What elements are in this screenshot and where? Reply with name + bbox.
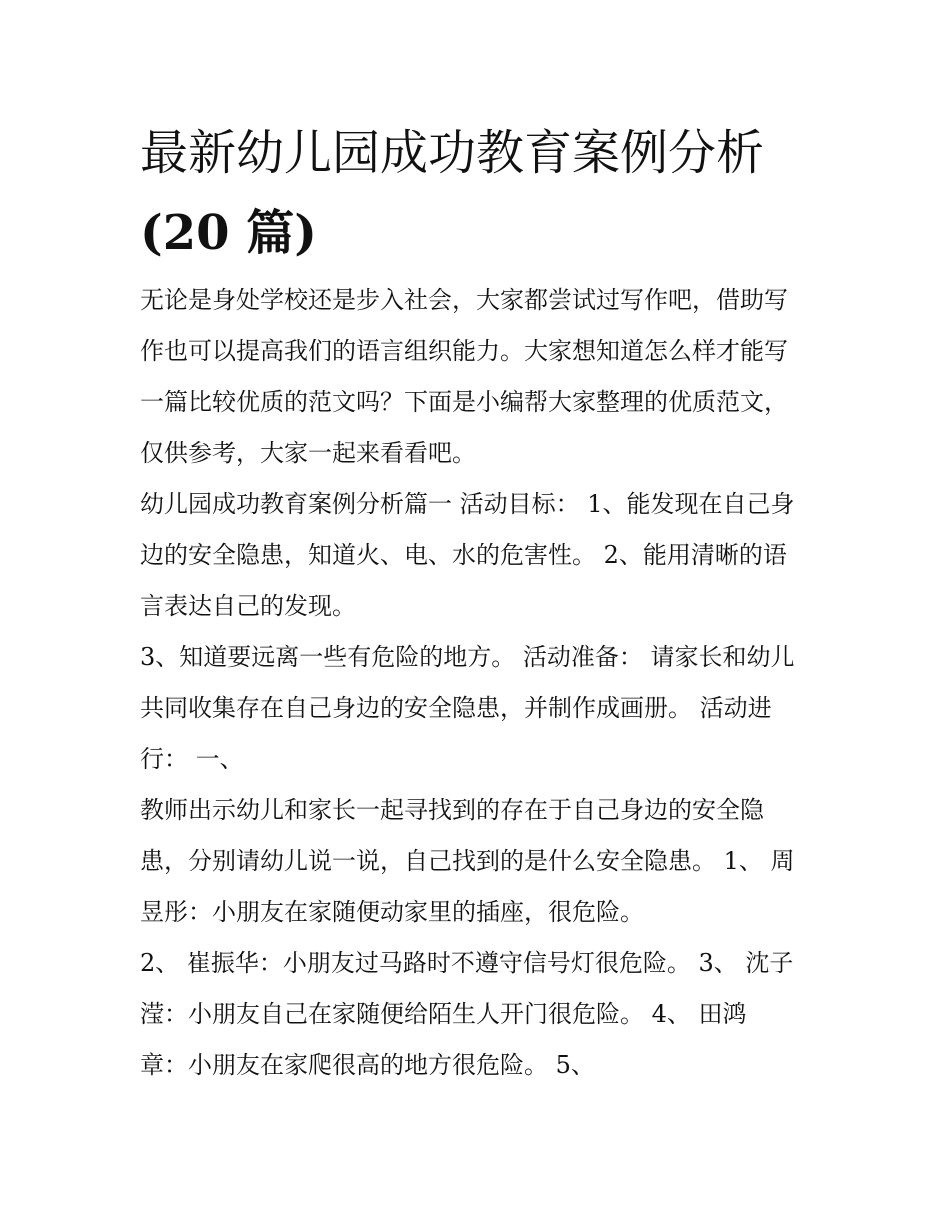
title-line-2: (20 篇) — [140, 205, 317, 261]
text-line: 患，分别请幼儿说一说，自己找到的是什么安全隐患。 1、 周 — [140, 847, 795, 875]
text-line: 一篇比较优质的范文吗？下面是小编帮大家整理的优质范文， — [140, 388, 788, 416]
text-line: 无论是身处学校还是步入社会，大家都尝试过写作吧，借助写 — [140, 286, 788, 314]
document-title — [140, 113, 820, 273]
title-line-1: 最新幼儿园成功教育案例分析 — [140, 125, 765, 181]
paragraph-examples — [140, 938, 830, 1091]
text-line: 言表达自己的发现。 — [140, 592, 356, 620]
text-line: 幼儿园成功教育案例分析篇一 活动目标： 1、能发现在自己身 — [140, 490, 795, 518]
text-line: 教师出示幼儿和家长一起寻找到的存在于自己身边的安全隐 — [140, 796, 764, 824]
paragraph-preparation — [140, 632, 830, 785]
paragraph-goals — [140, 479, 830, 632]
paragraph-intro — [140, 275, 830, 479]
text-line: 昱彤：小朋友在家随便动家里的插座，很危险。 — [140, 898, 644, 926]
paragraph-activity — [140, 785, 830, 938]
text-line: 2、 崔振华：小朋友过马路时不遵守信号灯很危险。 3、 沈子 — [140, 949, 794, 977]
text-line: 滢：小朋友自己在家随便给陌生人开门很危险。 4、 田鸿 — [140, 1000, 747, 1028]
text-line: 作也可以提高我们的语言组织能力。大家想知道怎么样才能写 — [140, 337, 788, 365]
text-line: 行： 一、 — [140, 745, 244, 773]
text-line: 共同收集存在自己身边的安全隐患，并制作成画册。 活动进 — [140, 694, 772, 722]
text-line: 边的安全隐患，知道火、电、水的危害性。 2、能用清晰的语 — [140, 541, 787, 569]
text-line: 3、知道要远离一些有危险的地方。 活动准备： 请家长和幼儿 — [140, 643, 795, 671]
text-line: 章：小朋友在家爬很高的地方很危险。 5、 — [140, 1051, 595, 1079]
text-line: 仅供参考，大家一起来看看吧。 — [140, 439, 476, 467]
document-body — [140, 275, 830, 1091]
